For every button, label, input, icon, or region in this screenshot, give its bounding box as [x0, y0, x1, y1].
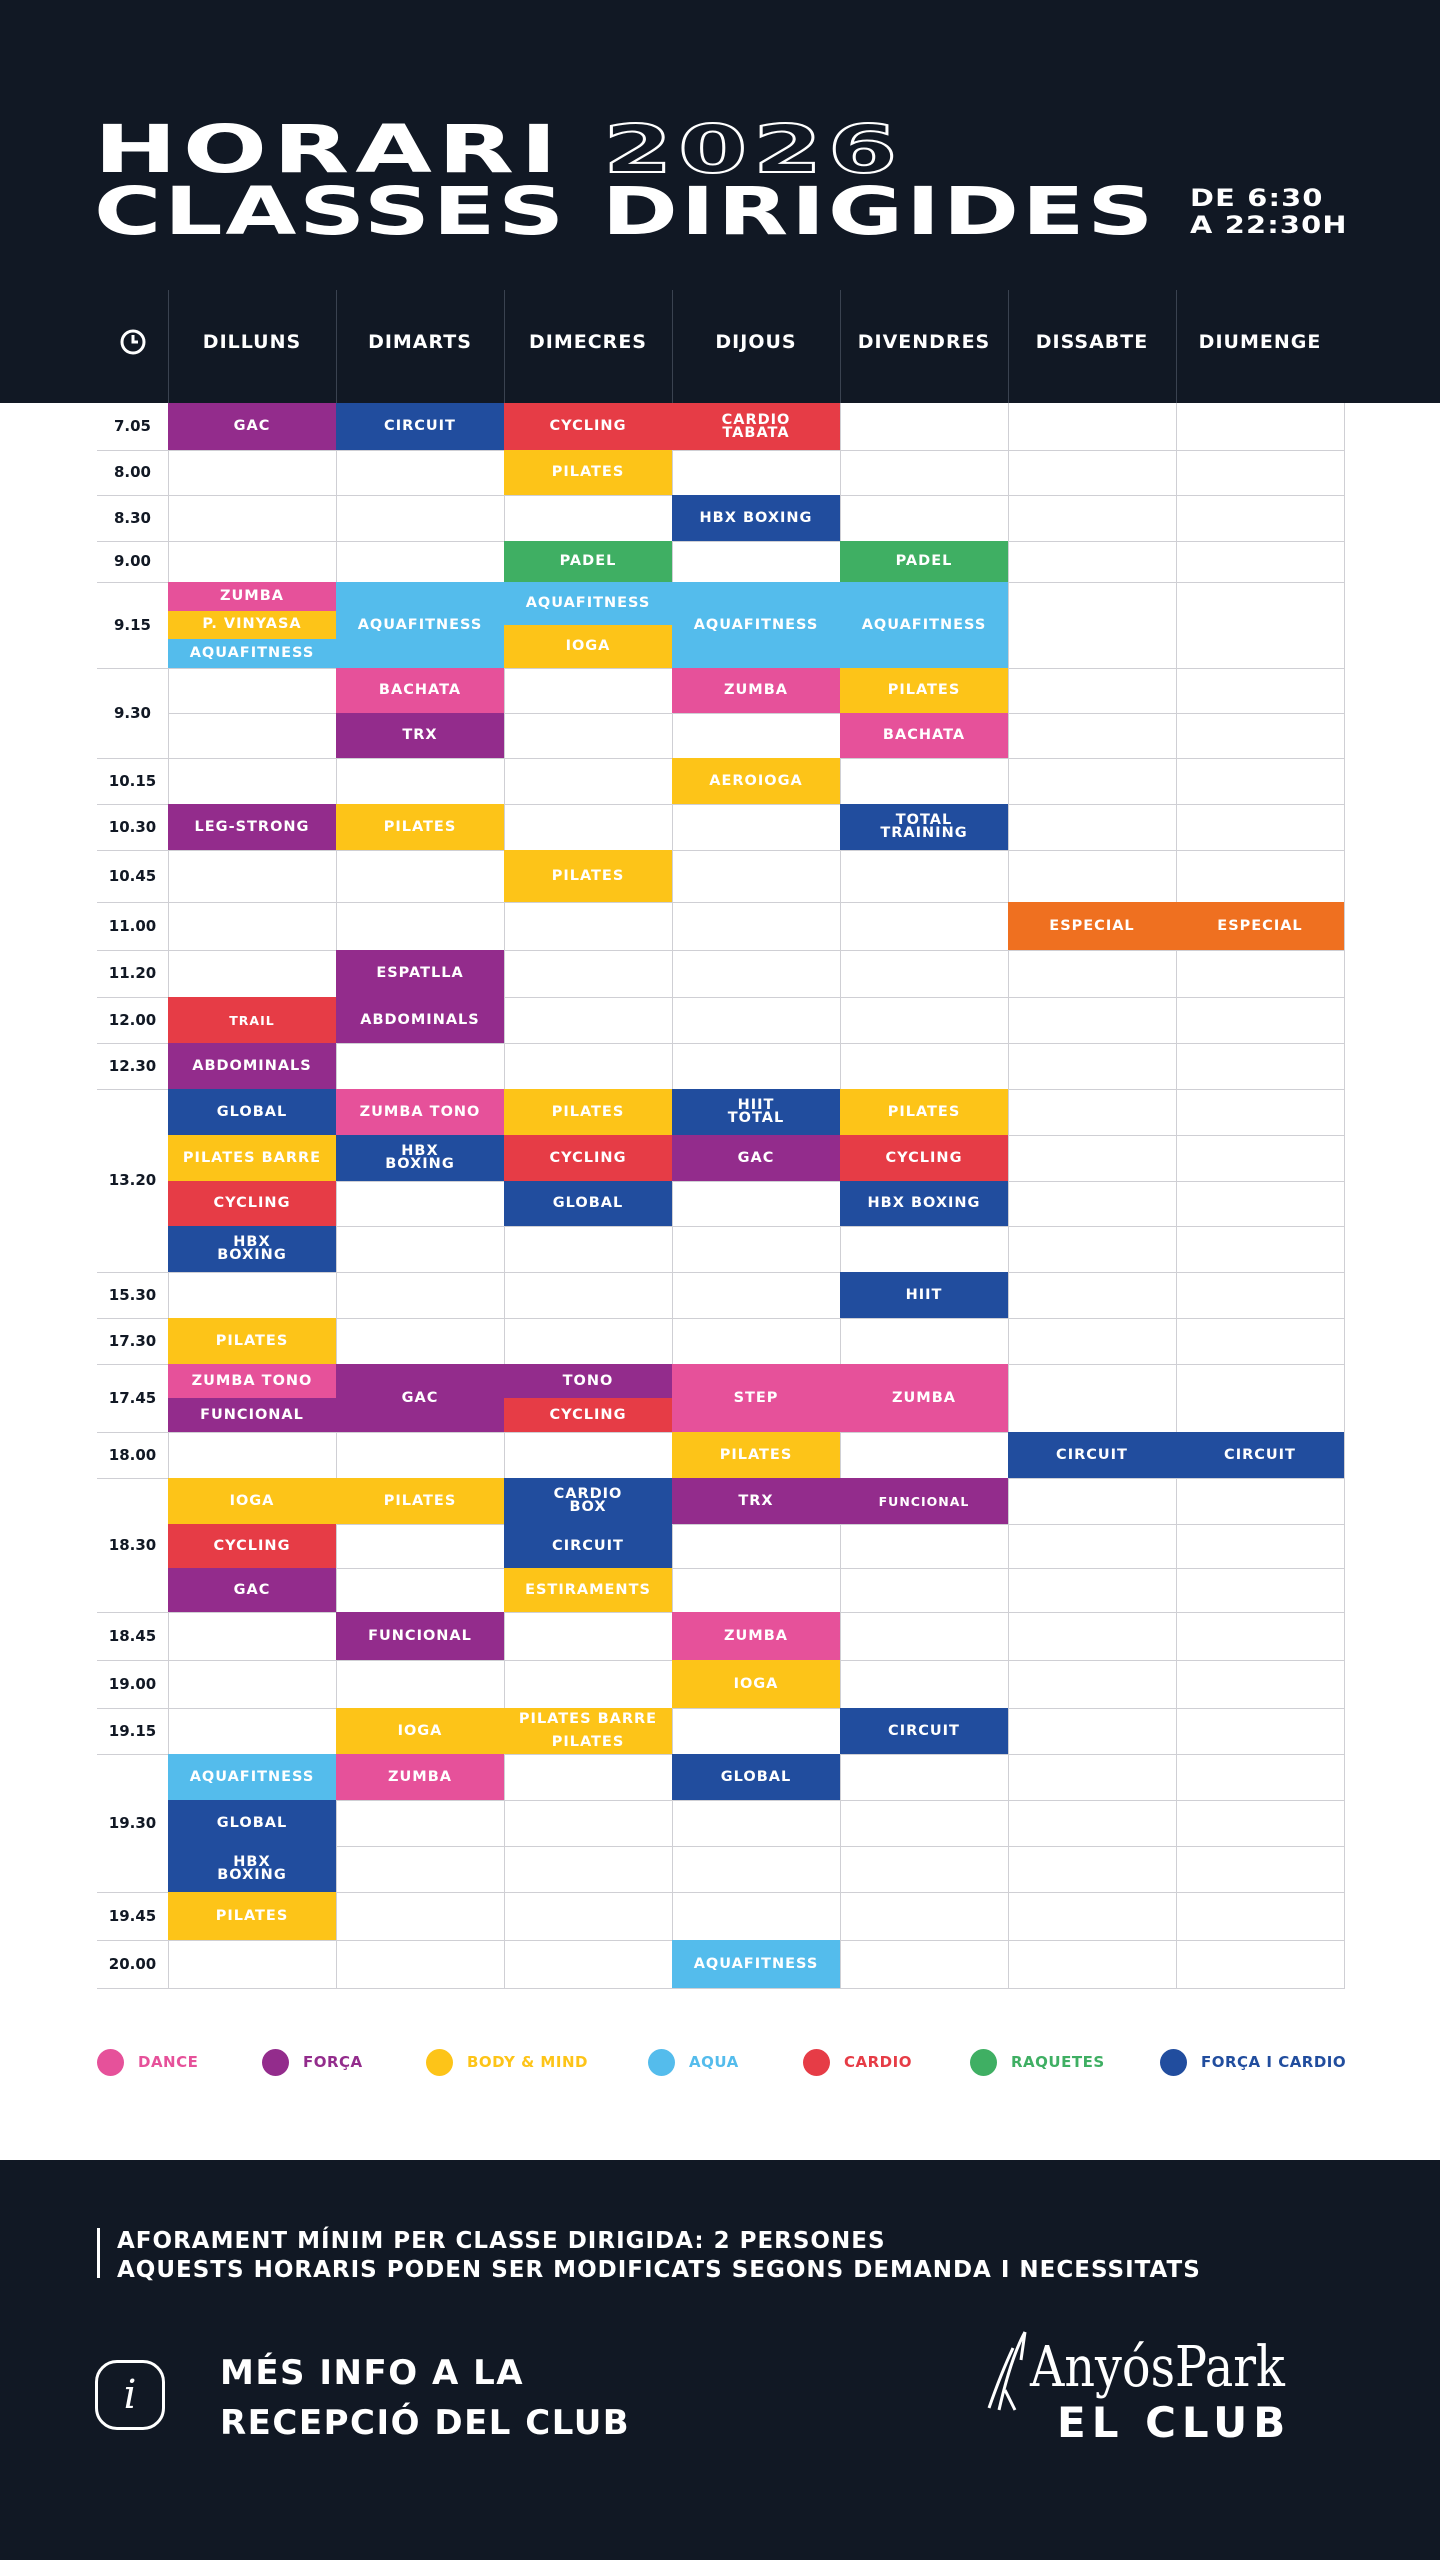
- header-divider: [1176, 290, 1177, 403]
- row-divider: [168, 450, 1345, 451]
- time-label: 20.00: [108, 1954, 157, 1973]
- page-subtitle: CLASSES DIRIGIDES: [94, 173, 1157, 250]
- class-block: PILATES: [504, 1089, 672, 1135]
- class-block: PILATES: [672, 1432, 840, 1478]
- legend-dot: [426, 2049, 453, 2076]
- info-text-line1: MÉS INFO A LA: [220, 2353, 525, 2393]
- legend-dot: [648, 2049, 675, 2076]
- class-block: CIRCUIT: [336, 403, 504, 450]
- class-block: CIRCUIT: [1176, 1432, 1344, 1478]
- class-block: HBX BOXING: [168, 1226, 336, 1272]
- class-block: TRAIL: [168, 997, 336, 1043]
- class-block: PILATES: [840, 1089, 1008, 1135]
- row-divider: [168, 1892, 1345, 1893]
- class-block: BACHATA: [840, 713, 1008, 758]
- class-block: CYCLING: [504, 1135, 672, 1181]
- class-block: CYCLING: [840, 1135, 1008, 1181]
- time-label: 11.20: [108, 964, 157, 982]
- class-block: ABDOMINALS: [336, 997, 504, 1043]
- class-block: AQUAFITNESS: [168, 639, 336, 668]
- day-header: DILLUNS: [202, 330, 302, 353]
- class-block: GLOBAL: [504, 1181, 672, 1226]
- time-label: 18.30: [108, 1535, 157, 1554]
- class-block: STEP: [672, 1364, 840, 1432]
- legend-label: FORÇA: [303, 2053, 363, 2071]
- class-block: HBX BOXING: [336, 1135, 504, 1181]
- class-block: ZUMBA: [168, 582, 336, 611]
- info-text-line2: RECEPCIÓ DEL CLUB: [220, 2403, 631, 2443]
- time-label: 12.00: [108, 1010, 157, 1029]
- class-block: AQUAFITNESS: [672, 1940, 840, 1988]
- legend-label: FORÇA I CARDIO: [1201, 2053, 1347, 2071]
- legend-label: CARDIO: [844, 2053, 912, 2071]
- class-block: FUNCIONAL: [840, 1478, 1008, 1524]
- logo-figure-icon: [985, 2330, 1030, 2415]
- time-label: 10.45: [108, 866, 157, 885]
- legend-item: [648, 2047, 739, 2077]
- class-block: ESPECIAL: [1176, 902, 1344, 950]
- day-header: DIVENDRES: [857, 330, 991, 353]
- class-block: GLOBAL: [672, 1754, 840, 1800]
- club-logo-name: AnyósPark: [1030, 2335, 1285, 2400]
- class-block: IOGA: [168, 1478, 336, 1524]
- club-logo-subtitle: EL CLUB: [1057, 2398, 1292, 2447]
- legend-label: DANCE: [138, 2053, 199, 2071]
- class-block: FUNCIONAL: [168, 1398, 336, 1432]
- day-header: DISSABTE: [1035, 330, 1149, 353]
- legend-dot: [803, 2049, 830, 2076]
- class-block: AEROIOGA: [672, 758, 840, 804]
- class-block: GAC: [168, 1568, 336, 1612]
- class-block: PILATES: [168, 1892, 336, 1940]
- class-block: PILATES: [504, 1731, 672, 1754]
- schedule-change-note: AQUESTS HORARIS PODEN SER MODIFICATS SEGONS DEMANDA I NECESSITATS: [117, 2257, 1201, 2283]
- info-icon: [95, 2360, 165, 2430]
- class-block: HBX BOXING: [168, 1846, 336, 1892]
- class-block: CARDIO TABATA: [672, 403, 840, 450]
- time-label: 19.30: [108, 1813, 157, 1832]
- class-block: HIIT TOTAL: [672, 1089, 840, 1135]
- class-block: PILATES: [168, 1318, 336, 1364]
- title-word: HORARI: [94, 111, 563, 188]
- class-block: CYCLING: [504, 1398, 672, 1432]
- time-label: 17.45: [108, 1388, 157, 1407]
- title-year: 2026: [603, 111, 903, 188]
- time-label: 19.15: [108, 1721, 157, 1740]
- time-label: 17.30: [108, 1331, 157, 1350]
- clock-icon: [97, 287, 168, 397]
- header-divider: [504, 290, 505, 403]
- legend-item: [803, 2047, 912, 2077]
- legend-dot: [262, 2049, 289, 2076]
- time-label: 9.00: [113, 552, 151, 570]
- time-label: 10.30: [108, 817, 157, 836]
- class-block: AQUAFITNESS: [336, 582, 504, 668]
- class-block: ZUMBA: [672, 668, 840, 713]
- class-block: CYCLING: [168, 1524, 336, 1568]
- header-divider: [1008, 290, 1009, 403]
- day-header: DIUMENGE: [1198, 330, 1322, 353]
- column-divider: [1176, 403, 1177, 1988]
- day-header: DIMECRES: [529, 330, 647, 353]
- class-block: CYCLING: [504, 403, 672, 450]
- legend-dot: [970, 2049, 997, 2076]
- time-label: 7.05: [113, 417, 151, 435]
- time-label: 19.00: [108, 1674, 157, 1693]
- legend-label: BODY & MIND: [467, 2053, 588, 2071]
- row-divider: [168, 1226, 1345, 1227]
- class-block: ZUMBA: [672, 1612, 840, 1660]
- time-label: 8.00: [113, 463, 151, 481]
- header-divider: [840, 290, 841, 403]
- class-block: CIRCUIT: [504, 1524, 672, 1568]
- class-block: CIRCUIT: [840, 1708, 1008, 1754]
- class-block: PILATES BARRE: [504, 1708, 672, 1731]
- note-accent-bar: [97, 2228, 100, 2278]
- row-divider: [168, 1524, 1345, 1525]
- legend-item: [262, 2047, 363, 2077]
- class-block: TOTAL TRAINING: [840, 804, 1008, 850]
- class-block: ESPATLLA: [336, 950, 504, 997]
- class-block: ZUMBA: [840, 1364, 1008, 1432]
- class-block: HBX BOXING: [672, 495, 840, 541]
- time-label: 18.00: [108, 1445, 157, 1464]
- row-divider: [168, 1043, 1345, 1044]
- class-block: PILATES: [504, 850, 672, 902]
- class-block: TRX: [672, 1478, 840, 1524]
- opening-hours-start: DE 6:30: [1190, 184, 1324, 212]
- class-block: P. VINYASA: [168, 611, 336, 640]
- class-block: GAC: [672, 1135, 840, 1181]
- header-divider: [168, 290, 169, 403]
- row-divider: [168, 1846, 1345, 1847]
- class-block: LEG-STRONG: [168, 804, 336, 850]
- time-label: 9.30: [113, 703, 151, 722]
- class-block: IOGA: [504, 625, 672, 668]
- class-block: AQUAFITNESS: [672, 582, 840, 668]
- column-divider: [1008, 403, 1009, 1988]
- class-block: PILATES BARRE: [168, 1135, 336, 1181]
- opening-hours: [1190, 185, 1348, 239]
- time-label: 13.20: [108, 1171, 157, 1189]
- header-divider: [336, 290, 337, 403]
- class-block: ZUMBA TONO: [168, 1364, 336, 1398]
- row-divider: [168, 1800, 1345, 1801]
- class-block: ZUMBA: [336, 1754, 504, 1800]
- row-divider: [168, 1318, 1345, 1319]
- time-label: 15.30: [108, 1285, 157, 1304]
- class-block: AQUAFITNESS: [840, 582, 1008, 668]
- row-divider: [168, 1988, 1345, 1989]
- legend-dot: [97, 2049, 124, 2076]
- row-divider: [168, 1568, 1345, 1569]
- class-block: ESTIRAMENTS: [504, 1568, 672, 1612]
- time-label: 12.30: [108, 1056, 157, 1075]
- capacity-note: AFORAMENT MÍNIM PER CLASSE DIRIGIDA: 2 PERSONES: [117, 2228, 886, 2254]
- time-label: 18.45: [108, 1626, 157, 1645]
- header-divider: [672, 290, 673, 403]
- column-divider: [1344, 403, 1345, 1988]
- class-block: PILATES: [336, 1478, 504, 1524]
- class-block: BACHATA: [336, 668, 504, 713]
- class-block: PADEL: [840, 541, 1008, 582]
- class-block: FUNCIONAL: [336, 1612, 504, 1660]
- legend-item: [97, 2047, 198, 2077]
- legend-item: [426, 2047, 588, 2077]
- class-block: PILATES: [336, 804, 504, 850]
- legend-item: [1160, 2047, 1346, 2077]
- day-header: DIMARTS: [368, 330, 472, 353]
- class-block: GAC: [168, 403, 336, 450]
- row-divider: [168, 850, 1345, 851]
- row-divider: [168, 1181, 1345, 1182]
- time-label: 9.15: [113, 615, 151, 634]
- legend-item: [970, 2047, 1105, 2077]
- legend-label: AQUA: [689, 2053, 739, 2071]
- legend-dot: [1160, 2049, 1187, 2076]
- class-block: IOGA: [336, 1708, 504, 1754]
- class-block: GAC: [336, 1364, 504, 1432]
- opening-hours-end: A 22:30H: [1190, 211, 1348, 239]
- class-block: HBX BOXING: [840, 1181, 1008, 1226]
- class-block: ZUMBA TONO: [336, 1089, 504, 1135]
- time-label: 10.15: [108, 771, 157, 790]
- class-block: CARDIO BOX: [504, 1478, 672, 1524]
- row-divider: [168, 1272, 1345, 1273]
- class-block: TONO: [504, 1364, 672, 1398]
- class-block: TRX: [336, 713, 504, 758]
- legend-label: RAQUETES: [1011, 2053, 1105, 2071]
- class-block: AQUAFITNESS: [168, 1754, 336, 1800]
- day-header: DIJOUS: [715, 330, 797, 353]
- class-block: IOGA: [672, 1660, 840, 1708]
- class-block: PILATES: [504, 450, 672, 495]
- time-label: 19.45: [108, 1906, 157, 1925]
- class-block: CIRCUIT: [1008, 1432, 1176, 1478]
- class-block: PILATES: [840, 668, 1008, 713]
- class-block: GLOBAL: [168, 1089, 336, 1135]
- class-block: PADEL: [504, 541, 672, 582]
- class-block: ESPECIAL: [1008, 902, 1176, 950]
- time-divider: [97, 1988, 168, 1989]
- class-block: HIIT: [840, 1272, 1008, 1318]
- class-block: ABDOMINALS: [168, 1043, 336, 1089]
- class-block: AQUAFITNESS: [504, 582, 672, 625]
- info-icon-glyph: i: [123, 2372, 137, 2418]
- time-label: 8.30: [113, 508, 151, 527]
- row-divider: [168, 541, 1345, 542]
- class-block: GLOBAL: [168, 1800, 336, 1846]
- class-block: CYCLING: [168, 1181, 336, 1226]
- time-label: 11.00: [108, 916, 157, 935]
